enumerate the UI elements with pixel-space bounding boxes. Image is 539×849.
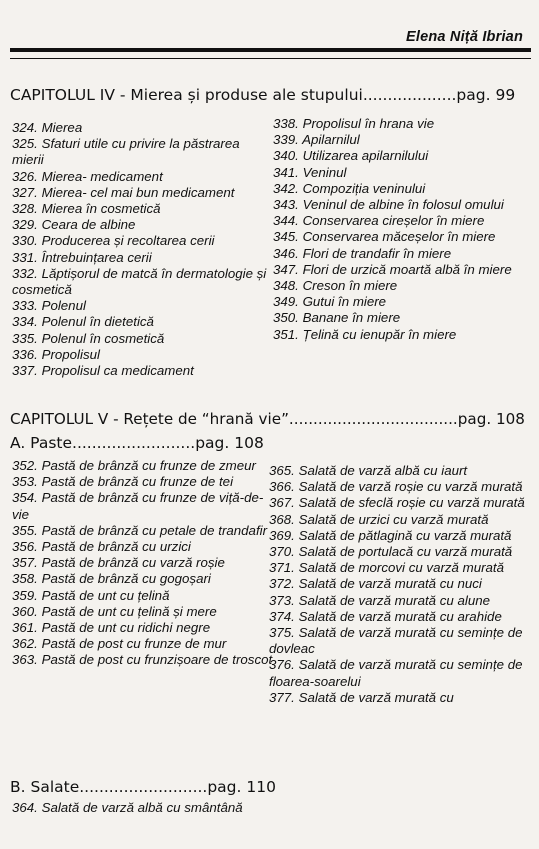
toc-entry: 369. Salată de pătlagină cu varză murată	[269, 527, 512, 543]
toc-entry: 360. Pastă de unt cu țelină și mere	[12, 603, 217, 619]
toc-entry: 364. Salată de varză albă cu smântână	[12, 800, 243, 815]
toc-entry: 332. Lăptișorul de matcă în dermatologie și cosmetică	[12, 265, 267, 298]
toc-entry: 336. Propolisul	[12, 346, 100, 362]
toc-entry: 354. Pastă de brânză cu frunze de viță-de-vie	[12, 490, 264, 522]
header-rule	[10, 48, 531, 59]
toc-entry: 358. Pastă de brânză cu gogoșari	[12, 571, 211, 587]
toc-entry: 326. Mierea- medicament	[12, 168, 163, 184]
toc-entry: 348. Creson în miere	[273, 278, 398, 294]
toc-entry: 327. Mierea- cel mai bun medicament	[12, 184, 235, 200]
toc-entry: 341. Veninul	[273, 164, 347, 180]
toc-entry: 331. Întrebuințarea cerii	[12, 249, 152, 265]
toc-entry: 365. Salată de varză albă cu iaurt	[269, 463, 468, 478]
toc-entry: 333. Polenul	[12, 298, 86, 314]
toc-entry: 338. Propolisul în hrana vie	[273, 116, 435, 131]
toc-entry: 368. Salată de urzici cu varză murată	[269, 511, 489, 527]
toc-entry: 375. Salată de varză murată cu semințe de dovleac	[269, 625, 523, 657]
toc-entry: 337. Propolisul ca medicament	[12, 363, 194, 379]
toc-entry: 343. Veninul de albine în folosul omului	[273, 197, 504, 213]
toc-entry: 362. Pastă de post cu frunze de mur	[12, 636, 227, 652]
toc-entry: 324. Mierea	[12, 120, 83, 135]
chapter-4-left-column	[12, 120, 274, 379]
section-a-list	[12, 458, 274, 669]
toc-entry: 346. Flori de trandafir în miere	[273, 245, 452, 261]
toc-entry: 374. Salată de varză murată cu arahide	[269, 608, 502, 624]
toc-entry: 377. Salată de varză murată cu	[269, 689, 454, 705]
section-b-list	[12, 800, 274, 816]
toc-entry: 370. Salată de portulacă cu varză murată	[269, 544, 513, 560]
author-header: Elena Niță Ibrian	[405, 29, 523, 45]
toc-entry: 352. Pastă de brânză cu frunze de zmeur	[12, 458, 256, 473]
toc-entry: 334. Polenul în dietetică	[12, 314, 154, 330]
toc-entry: 373. Salată de varză murată cu alune	[269, 592, 491, 608]
toc-entry: 339. Apilarnilul	[273, 132, 360, 148]
toc-entry: 359. Pastă de unt cu țelină	[12, 587, 170, 603]
toc-entry: 325. Sfaturi utile cu privire la păstrarea mierii	[12, 136, 240, 168]
chapter-5-right-column	[269, 463, 531, 706]
toc-entry: 351. Țelină cu ienupăr în miere	[273, 326, 457, 342]
toc-entry: 371. Salată de morcovi cu varză murată	[269, 560, 505, 576]
toc-entry: 335. Polenul în cosmetică	[12, 330, 165, 346]
toc-entry: 344. Conservarea cireșelor în miere	[273, 213, 485, 229]
toc-entry: 361. Pastă de unt cu ridichi negre	[12, 620, 211, 636]
toc-entry: 349. Gutui în miere	[273, 294, 387, 310]
toc-entry: 353. Pastă de brânză cu frunze de tei	[12, 474, 234, 490]
toc-entry: 328. Mierea în cosmetică	[12, 201, 161, 217]
section-a-heading: A. Paste.........................pag. 108	[10, 434, 264, 452]
toc-entry: 347. Flori de urzică moartă albă în miere	[273, 261, 512, 277]
chapter-5-heading: CAPITOLUL V - Rețete de “hrană vie”...................................pag. 108	[10, 410, 525, 428]
toc-entry: 340. Utilizarea apilarnilului	[273, 148, 429, 164]
toc-entry: 330. Producerea și recoltarea cerii	[12, 233, 215, 249]
chapter-4-heading: CAPITOLUL IV - Mierea și produse ale stupului...................pag. 99	[10, 86, 516, 104]
toc-entry: 342. Compoziția veninului	[273, 180, 426, 196]
chapter-4-right-column	[273, 116, 535, 343]
toc-entry: 367. Salată de sfeclă roșie cu varză murată	[269, 495, 525, 511]
toc-entry: 363. Pastă de post cu frunzișoare de troscot	[12, 652, 273, 668]
section-b-heading: B. Salate..........................pag. 110	[10, 778, 276, 796]
toc-entry: 350. Banane în miere	[273, 310, 401, 326]
toc-entry: 366. Salată de varză roșie cu varză murată	[269, 479, 523, 495]
toc-entry: 376. Salată de varză murată cu semințe de floarea-soarelui	[269, 657, 523, 689]
toc-entry: 356. Pastă de brânză cu urzici	[12, 539, 191, 555]
toc-entry: 345. Conservarea măceșelor în miere	[273, 229, 496, 245]
toc-entry: 372. Salată de varză murată cu nuci	[269, 576, 482, 592]
toc-entry: 329. Ceara de albine	[12, 217, 136, 233]
toc-entry: 355. Pastă de brânză cu petale de trandafir	[12, 522, 268, 538]
toc-entry: 357. Pastă de brânză cu varză roșie	[12, 555, 225, 571]
